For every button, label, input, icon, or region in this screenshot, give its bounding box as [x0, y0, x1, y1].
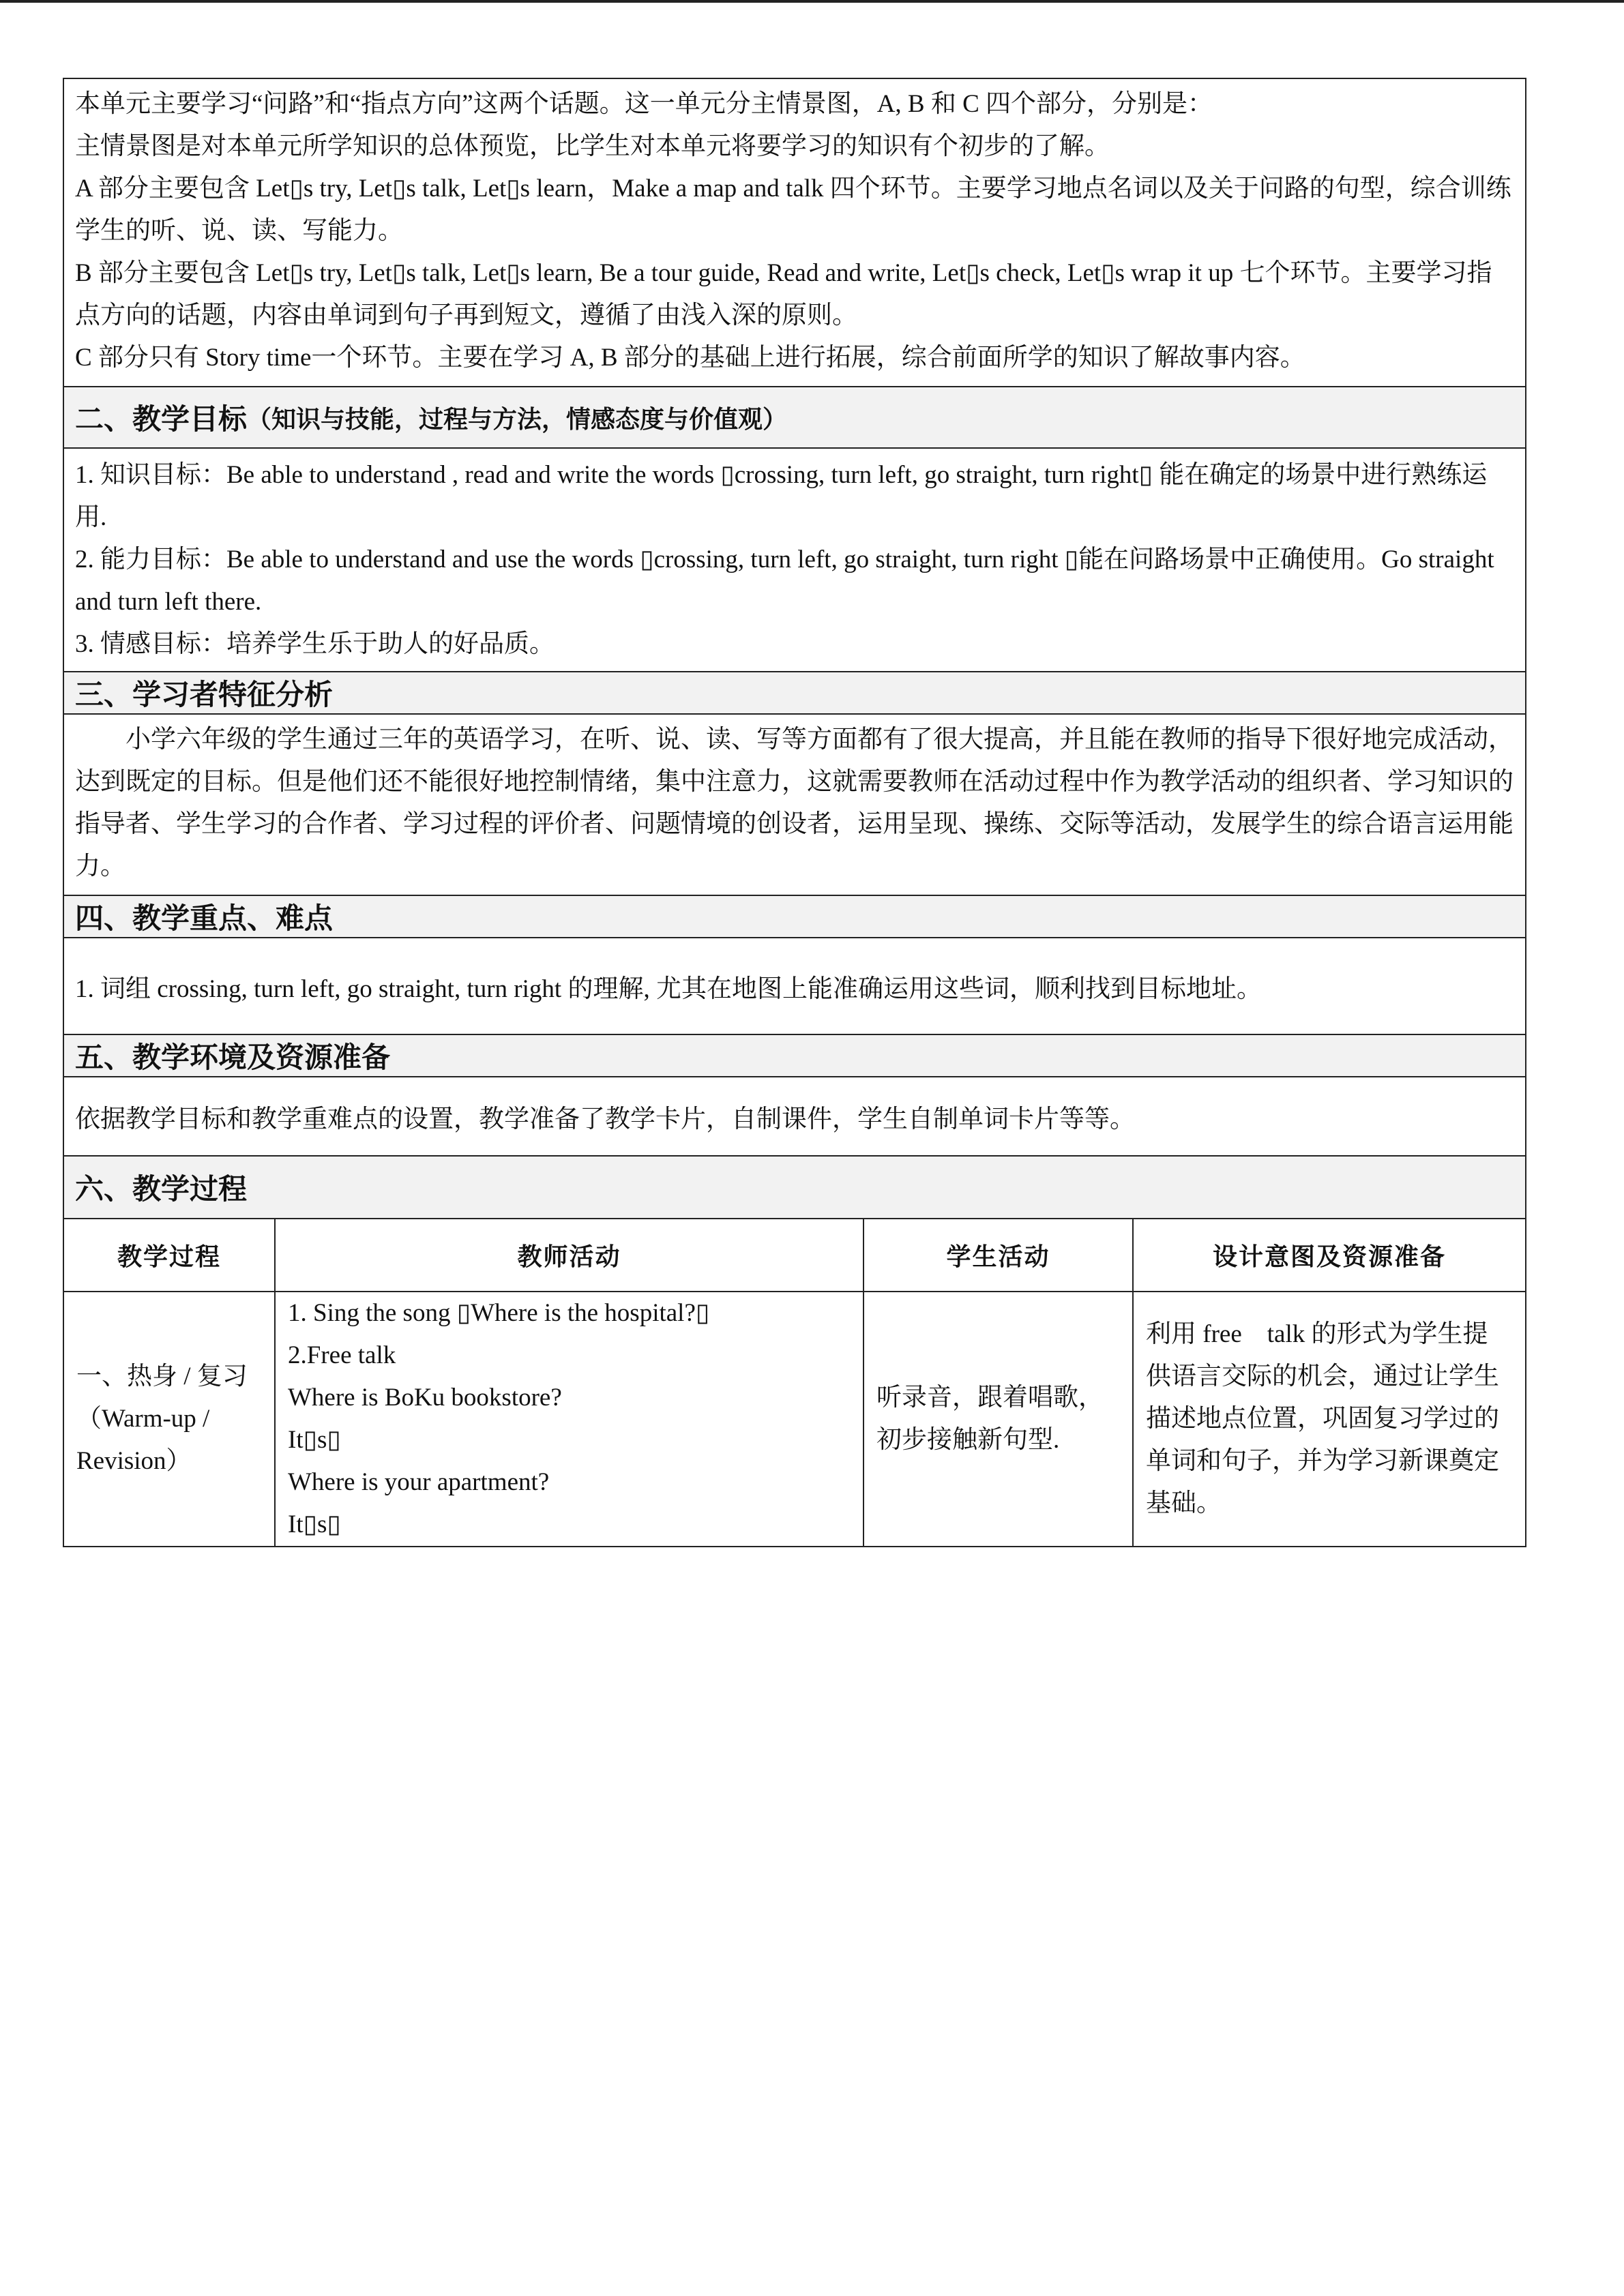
teacher-line: It▯s▯ — [288, 1510, 341, 1538]
overview-line-3: A 部分主要包含 Let▯s try, Let▯s talk, Let▯s learn，Make a map and talk 四个环节。主要学习地点名词以及关于问路的句型，综合训练学生的听、说、读、写能力。 — [75, 175, 1511, 245]
key-points-content — [64, 938, 1525, 1035]
table-header-row — [64, 1219, 1525, 1292]
environment-title: 五、教学环境及资源准备 — [75, 1041, 391, 1074]
goal-knowledge: 1. 知识目标：Be able to understand , read and write the words ▯crossing, turn left, go straight, turn right▯ 能在确定的场景中进行熟练运用. — [75, 461, 1488, 531]
cell-student-activity: 听录音，跟着唱歌，初步接触新句型. — [863, 1292, 1133, 1546]
goal-emotion: 3. 情感目标：培养学生乐于助人的好品质。 — [75, 630, 555, 658]
teacher-line: Where is BoKu bookstore? — [288, 1384, 562, 1412]
environment-content — [64, 1077, 1525, 1157]
learners-title: 三、学习者特征分析 — [75, 678, 334, 711]
overview-line-5: C 部分只有 Story time一个环节。主要在学习 A, B 部分的基础上进行拓展，综合前面所学的知识了解故事内容。 — [75, 344, 1305, 372]
objectives-subtitle: （知识与技能，过程与方法，情感态度与价值观） — [247, 405, 788, 434]
section-heading-key-points — [64, 896, 1525, 938]
learners-body: 小学六年级的学生通过三年的英语学习，在听、说、读、写等方面都有了很大提高，并且能在教师的指导下很好地完成活动，达到既定的目标。但是他们还不能很好地控制情绪，集中注意力，这就需要教师在活动过程中作为教学活动的组织者、学习知识的指导者、学生学习的合作者、学习过程的评价者、问题情境的创设者，运用呈现、操练、交际等活动，发展学生的综合语言运用能力。 — [75, 726, 1514, 880]
key-points-body: 1. 词组 crossing, turn left, go straight, turn right 的理解, 尤其在地图上能准确运用这些词，顺利找到目标地址。 — [75, 975, 1262, 1003]
process-table — [64, 1219, 1525, 1546]
lesson-plan-document — [63, 78, 1526, 1547]
unit-overview — [64, 79, 1525, 387]
overview-line-4: B 部分主要包含 Let▯s try, Let▯s talk, Let▯s learn, Be a tour guide, Read and write, Let▯s check, Let▯s wrap it up 七个环节。主要学习指点方向的话题，内容由单词到句子再到短文，遵循了由浅入深的原则。 — [75, 259, 1492, 329]
overview-line-1: 本单元主要学习“问路”和“指点方向”这两个话题。这一单元分主情景图，A, B 和 C 四个部分，分别是： — [75, 90, 1213, 118]
table-row — [64, 1292, 1525, 1546]
overview-line-2: 主情景图是对本单元所学知识的总体预览，比学生对本单元将要学习的知识有个初步的了解。 — [75, 132, 1110, 160]
section-heading-objectives — [64, 387, 1525, 449]
objectives-content — [64, 449, 1525, 672]
goal-ability: 2. 能力目标：Be able to understand and use the words ▯crossing, turn left, go straight, turn right ▯能在问路场景中正确使用。Go straight and turn left there. — [75, 546, 1494, 616]
header-teacher-activity: 教师活动 — [275, 1219, 863, 1292]
key-points-title: 四、教学重点、难点 — [75, 901, 334, 935]
header-design-intent: 设计意图及资源准备 — [1133, 1219, 1525, 1292]
process-table-wrapper — [64, 1219, 1525, 1546]
teacher-line: 1. Sing the song ▯Where is the hospital?▯ — [288, 1299, 710, 1327]
learners-content — [64, 715, 1525, 896]
section-heading-learners — [64, 672, 1525, 715]
process-title: 六、教学过程 — [75, 1172, 248, 1206]
teacher-line: Where is your apartment? — [288, 1468, 550, 1496]
section-heading-process — [64, 1157, 1525, 1219]
header-stage: 教学过程 — [64, 1219, 275, 1292]
page-top-border — [0, 0, 1624, 3]
objectives-title: 二、教学目标 — [75, 402, 248, 436]
section-heading-environment — [64, 1035, 1525, 1077]
cell-teacher-activity — [275, 1292, 863, 1546]
header-student-activity: 学生活动 — [863, 1219, 1133, 1292]
cell-design-intent: 利用 free talk 的形式为学生提供语言交际的机会，通过让学生描述地点位置，巩固复习学过的单词和句子，并为学习新课奠定基础。 — [1133, 1292, 1525, 1546]
teacher-line: 2.Free talk — [288, 1341, 396, 1369]
teacher-line: It▯s▯ — [288, 1426, 341, 1454]
environment-body: 依据教学目标和教学重难点的设置，教学准备了教学卡片，自制课件，学生自制单词卡片等等。 — [75, 1105, 1135, 1133]
cell-stage: 一、热身 / 复习（Warm-up / Revision） — [64, 1292, 275, 1546]
